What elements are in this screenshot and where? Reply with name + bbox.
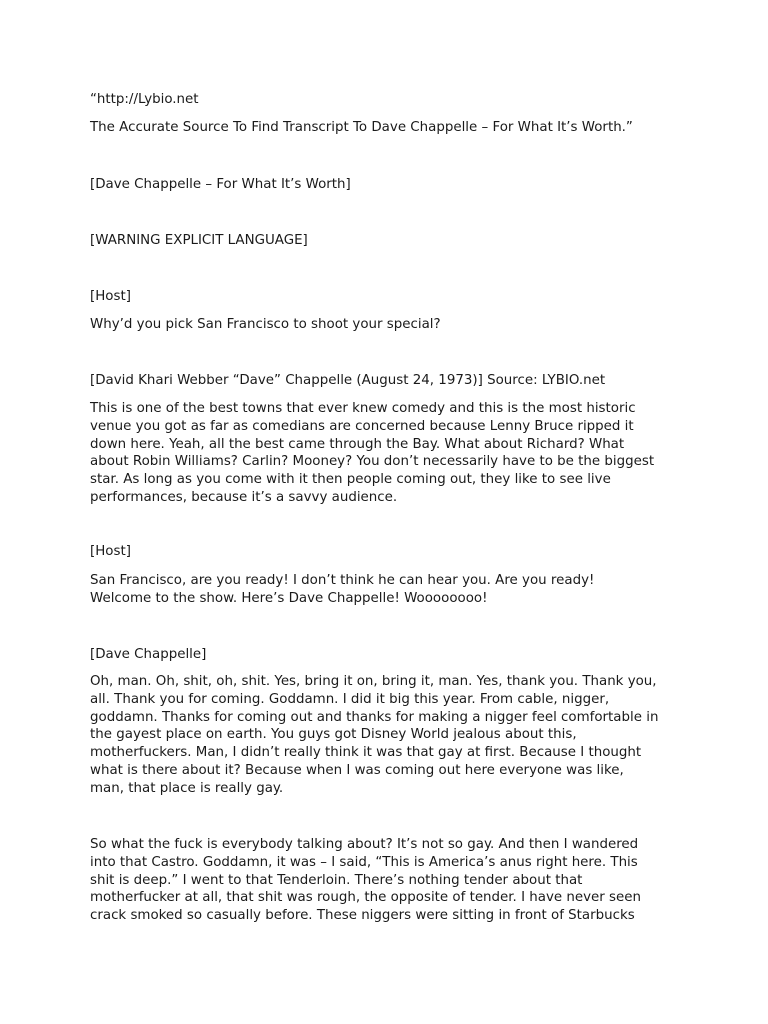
paragraph-line: man, that place is really gay. [90, 780, 284, 796]
paragraph-line: Oh, man. Oh, shit, oh, shit. Yes, bring it on, bring it, man. Yes, thank you. Thank you, [90, 674, 657, 689]
header-source-url: “http://Lybio.net [90, 92, 199, 107]
paragraph-2 [90, 572, 690, 608]
paragraph-line: performances, because it’s a savvy audience. [90, 489, 398, 505]
speaker-label-chappelle: [Dave Chappelle] [90, 647, 207, 662]
paragraph-line: San Francisco, are you ready! I don’t think he can hear you. Are you ready! [90, 573, 595, 588]
speaker-label-host-1: [Host] [90, 289, 131, 304]
speaker-label-host-2: [Host] [90, 544, 131, 559]
paragraph-3 [90, 673, 690, 798]
paragraph-line: crack smoked so casually before. These niggers were sitting in front of Starbucks [90, 908, 635, 924]
speaker-label-chappelle-source: [David Khari Webber “Dave” Chappelle (August 24, 1973)] Source: LYBIO.net [90, 373, 606, 388]
paragraph-line: This is one of the best towns that ever knew comedy and this is the most historic [90, 401, 636, 416]
paragraph-line: into that Castro. Goddamn, it was – I said, “This is America’s anus right here. This [90, 854, 638, 870]
paragraph-line: venue you got as far as comedians are concerned because Lenny Bruce ripped it [90, 418, 634, 434]
paragraph-line: about Robin Williams? Carlin? Mooney? You don’t necessarily have to be the biggest [90, 454, 655, 470]
paragraph-4 [90, 836, 690, 925]
paragraph-line: motherfucker at all, that shit was rough, the opposite of tender. I have never seen [90, 890, 641, 906]
paragraph-line: shit is deep.” I went to that Tenderloin. There’s nothing tender about that [90, 872, 583, 888]
paragraph-line: So what the fuck is everybody talking about? It’s not so gay. And then I wandered [90, 837, 639, 852]
explicit-warning: [WARNING EXPLICIT LANGUAGE] [90, 233, 308, 248]
paragraph-1 [90, 400, 690, 507]
paragraph-line: all. Thank you for coming. Goddamn. I did it big this year. From cable, nigger, [90, 691, 610, 707]
transcript-title: [Dave Chappelle – For What It’s Worth] [90, 177, 351, 192]
host-question: Why’d you pick San Francisco to shoot your special? [90, 317, 441, 332]
paragraph-line: Welcome to the show. Here’s Dave Chappelle! Woooooooo! [90, 590, 488, 606]
paragraph-line: the gayest place on earth. You guys got Disney World jealous about this, [90, 727, 577, 743]
header-description: The Accurate Source To Find Transcript To Dave Chappelle – For What It’s Worth.” [90, 120, 633, 135]
paragraph-line: what is there about it? Because when I was coming out here everyone was like, [90, 762, 624, 778]
paragraph-line: goddamn. Thanks for coming out and thanks for making a nigger feel comfortable in [90, 709, 659, 725]
paragraph-line: star. As long as you come with it then people coming out, they like to see live [90, 472, 611, 488]
paragraph-line: motherfuckers. Man, I didn’t really think it was that gay at first. Because I thought [90, 745, 642, 761]
paragraph-line: down here. Yeah, all the best came through the Bay. What about Richard? What [90, 436, 625, 452]
